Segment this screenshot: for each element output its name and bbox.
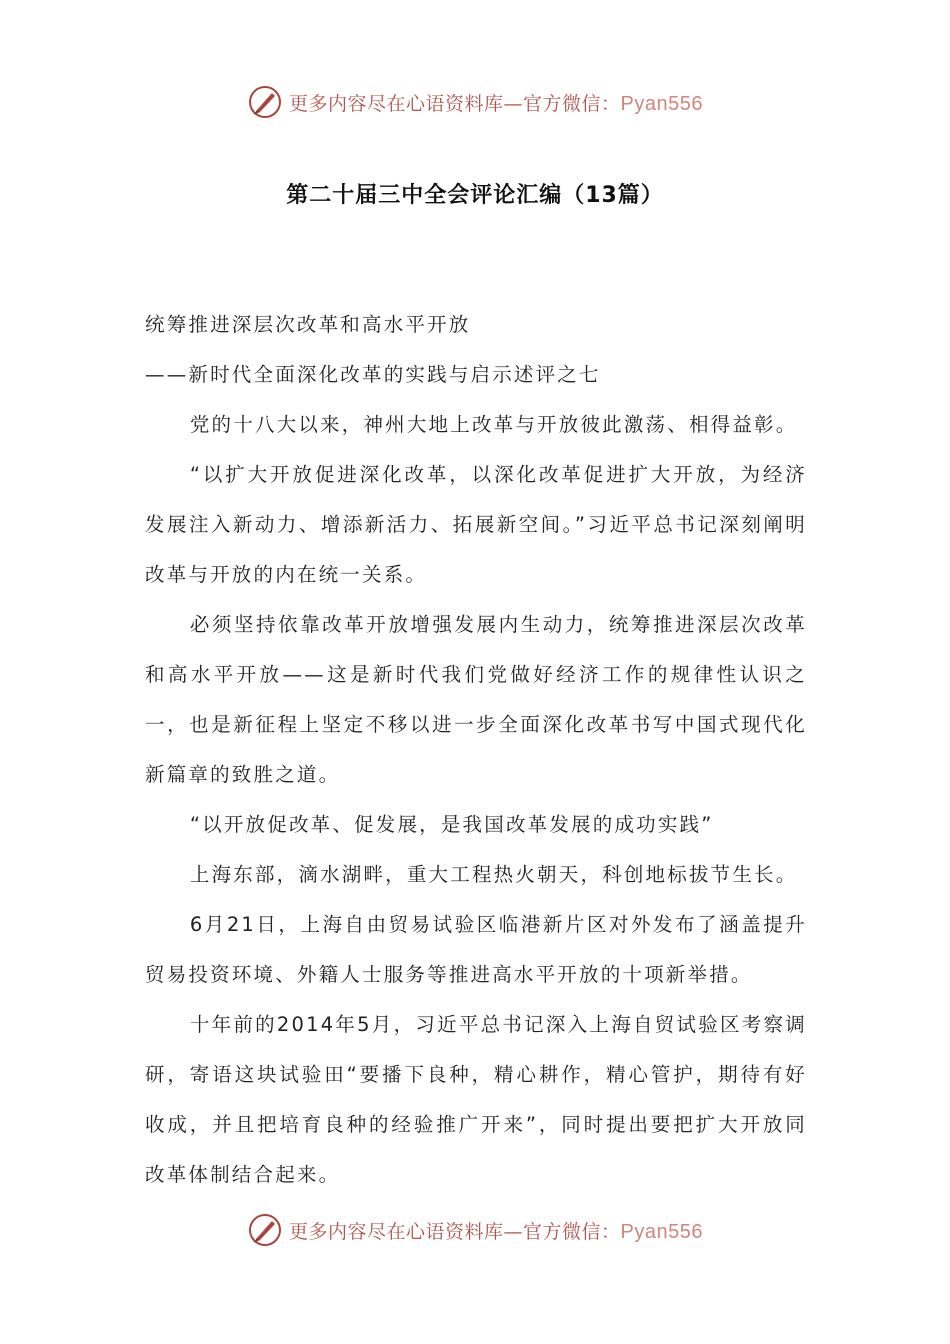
paragraph: “以开放促改革、促发展，是我国改革发展的成功实践” xyxy=(189,813,714,836)
paragraph: 党的十八大以来，神州大地上改革与开放彼此激荡、相得益彰。 xyxy=(189,413,798,436)
document-body xyxy=(145,300,807,1200)
wechat-handle: Pyan556 xyxy=(620,92,703,115)
paragraph: 统筹推进深层次改革和高水平开放 xyxy=(145,313,471,336)
header-watermark-banner xyxy=(0,82,950,122)
paragraph: ——新时代全面深化改革的实践与启示述评之七 xyxy=(145,363,601,386)
paragraph: “以扩大开放促进深化改革，以深化改革促进扩大开放，为经济发展注入新动力、增添新活力、拓展新空间。”习近平总书记深刻阐明改革与开放的内在统一关系。 xyxy=(145,463,807,586)
watermark-text: 更多内容尽在心语资料库—官方微信：Pyan556 xyxy=(289,92,703,115)
paragraph: 必须坚持依靠改革开放增强发展内生动力，统筹推进深层次改革和高水平开放——这是新时代我们党做好经济工作的规律性认识之一，也是新征程上坚定不移以进一步全面深化改革书写中国式现代化新篇章的致胜之道。 xyxy=(145,613,807,786)
quill-pen-icon xyxy=(247,84,283,120)
paragraph: 十年前的2014年5月，习近平总书记深入上海自贸试验区考察调研，寄语这块试验田“要播下良种，精心耕作，精心管护，期待有好收成，并且把培育良种的经验推广开来”，同时提出要把扩大开放同改革体制结合起来。 xyxy=(145,1013,807,1186)
document-title: 第二十届三中全会评论汇编（13篇） xyxy=(286,183,664,208)
footer-watermark-banner xyxy=(0,1210,950,1250)
quill-pen-icon xyxy=(247,1212,283,1248)
watermark-text: 更多内容尽在心语资料库—官方微信：Pyan556 xyxy=(289,1220,703,1243)
wechat-handle: Pyan556 xyxy=(620,1220,703,1243)
paragraph: 上海东部，滴水湖畔，重大工程热火朝天，科创地标拔节生长。 xyxy=(189,863,798,886)
paragraph: 6月21日，上海自由贸易试验区临港新片区对外发布了涵盖提升贸易投资环境、外籍人士服务等推进高水平开放的十项新举措。 xyxy=(145,913,807,986)
